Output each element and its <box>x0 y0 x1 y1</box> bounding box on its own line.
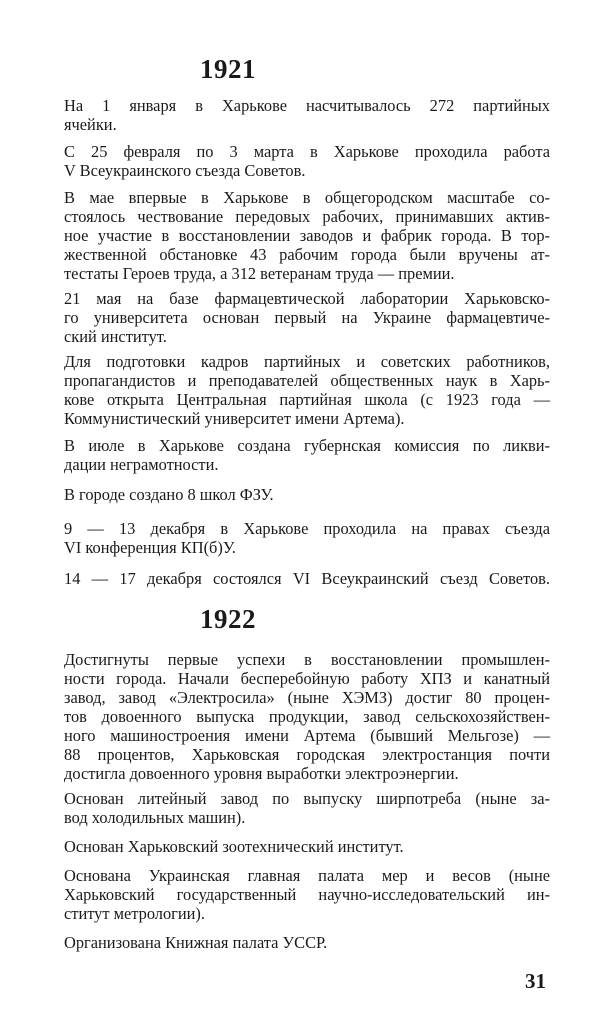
text-line: тестаты Героев труда, а 312 ветеранам труда — премии. <box>64 264 455 283</box>
text-line: 9 — 13 декабря в Харькове проходила на правах съезда <box>64 519 550 538</box>
text-line: дации неграмотности. <box>64 455 219 474</box>
text-line: Для подготовки кадров партийных и советских работников, <box>64 352 550 371</box>
year-heading-1921: 1921 <box>200 54 256 84</box>
text-line: На 1 января в Харькове насчитывалось 272 партийных <box>64 96 550 115</box>
text-line: Коммунистический университет имени Артема). <box>64 409 405 428</box>
paragraph-foundry <box>64 789 550 827</box>
page-number: 31 <box>525 969 546 993</box>
text-line: В июле в Харькове создана губернская комиссия по ликви- <box>64 436 550 455</box>
text-line: С 25 февраля по 3 марта в Харькове проходила работа <box>64 142 550 161</box>
text-line: В городе создано 8 школ ФЗУ. <box>64 485 274 504</box>
paragraph-party-school <box>64 352 550 428</box>
text-line: Основан Харьковский зоотехнический институт. <box>64 837 404 856</box>
text-line: ности города. Начали бесперебойную работу ХПЗ и канатный <box>64 669 550 688</box>
paragraph-workers-honoring <box>64 188 550 283</box>
text-line: Основан литейный завод по выпуску ширпотреба (ныне за- <box>64 789 550 808</box>
text-line: стоялось чествование передовых рабочих, принимавших актив- <box>64 207 550 226</box>
paragraph-pharma-institute <box>64 289 550 346</box>
text-line: В мае впервые в Харькове в общегородском масштабе со- <box>64 188 550 207</box>
text-line: вод холодильных машин). <box>64 808 246 827</box>
paragraph-literacy-commission <box>64 436 550 474</box>
text-line: V Всеукраинского съезда Советов. <box>64 161 306 180</box>
text-line: ячейки. <box>64 115 117 134</box>
text-line: VI конференция КП(б)У. <box>64 538 236 557</box>
text-line: 14 — 17 декабря состоялся VI Всеукраинский съезд Советов. <box>64 569 550 588</box>
text-line: завод, завод «Электросила» (ныне ХЭМЗ) достиг 80 процен- <box>64 688 550 707</box>
text-line: Харьковский государственный научно-исследовательский ин- <box>64 885 550 904</box>
text-line: ский институт. <box>64 327 167 346</box>
text-line: пропагандистов и преподавателей общественных наук в Харь- <box>64 371 550 390</box>
text-line: 88 процентов, Харьковская городская электростанция почти <box>64 745 550 764</box>
document-page <box>64 0 550 1033</box>
paragraph-party-conference <box>64 519 550 557</box>
text-line: Организована Книжная палата УССР. <box>64 933 328 952</box>
text-line: 21 мая на базе фармацевтической лаборатории Харьковско- <box>64 289 550 308</box>
paragraph-measures-chamber <box>64 866 550 923</box>
text-line: Достигнуты первые успехи в восстановлении промышлен- <box>64 650 550 669</box>
paragraph-fzu-schools <box>64 485 550 504</box>
text-line: достигла довоенного уровня выработки электроэнергии. <box>64 764 459 783</box>
text-line: ного машиностроения имени Артема (бывший Мельгозе) — <box>64 726 550 745</box>
text-line: кове открыта Центральная партийная школа (с 1923 года — <box>64 390 550 409</box>
paragraph-party-cells <box>64 96 550 134</box>
text-line: тов довоенного выпуска продукции, завод сельскохозяйствен- <box>64 707 550 726</box>
paragraph-industry-recovery <box>64 650 550 783</box>
text-line: Основана Украинская главная палата мер и весов (ныне <box>64 866 550 885</box>
paragraph-book-chamber <box>64 933 550 952</box>
paragraph-ukrainian-congress <box>64 569 550 588</box>
text-line: ститут метрологии). <box>64 904 205 923</box>
paragraph-zootechnical-institute <box>64 837 550 856</box>
year-heading-1922: 1922 <box>200 604 256 634</box>
text-line: ное участие в восстановлении заводов и фабрик города. В тор- <box>64 226 550 245</box>
text-line: го университета основан первый на Украине фармацевтиче- <box>64 308 550 327</box>
paragraph-soviet-congress <box>64 142 550 180</box>
text-line: жественной обстановке 43 рабочим города были вручены ат- <box>64 245 550 264</box>
